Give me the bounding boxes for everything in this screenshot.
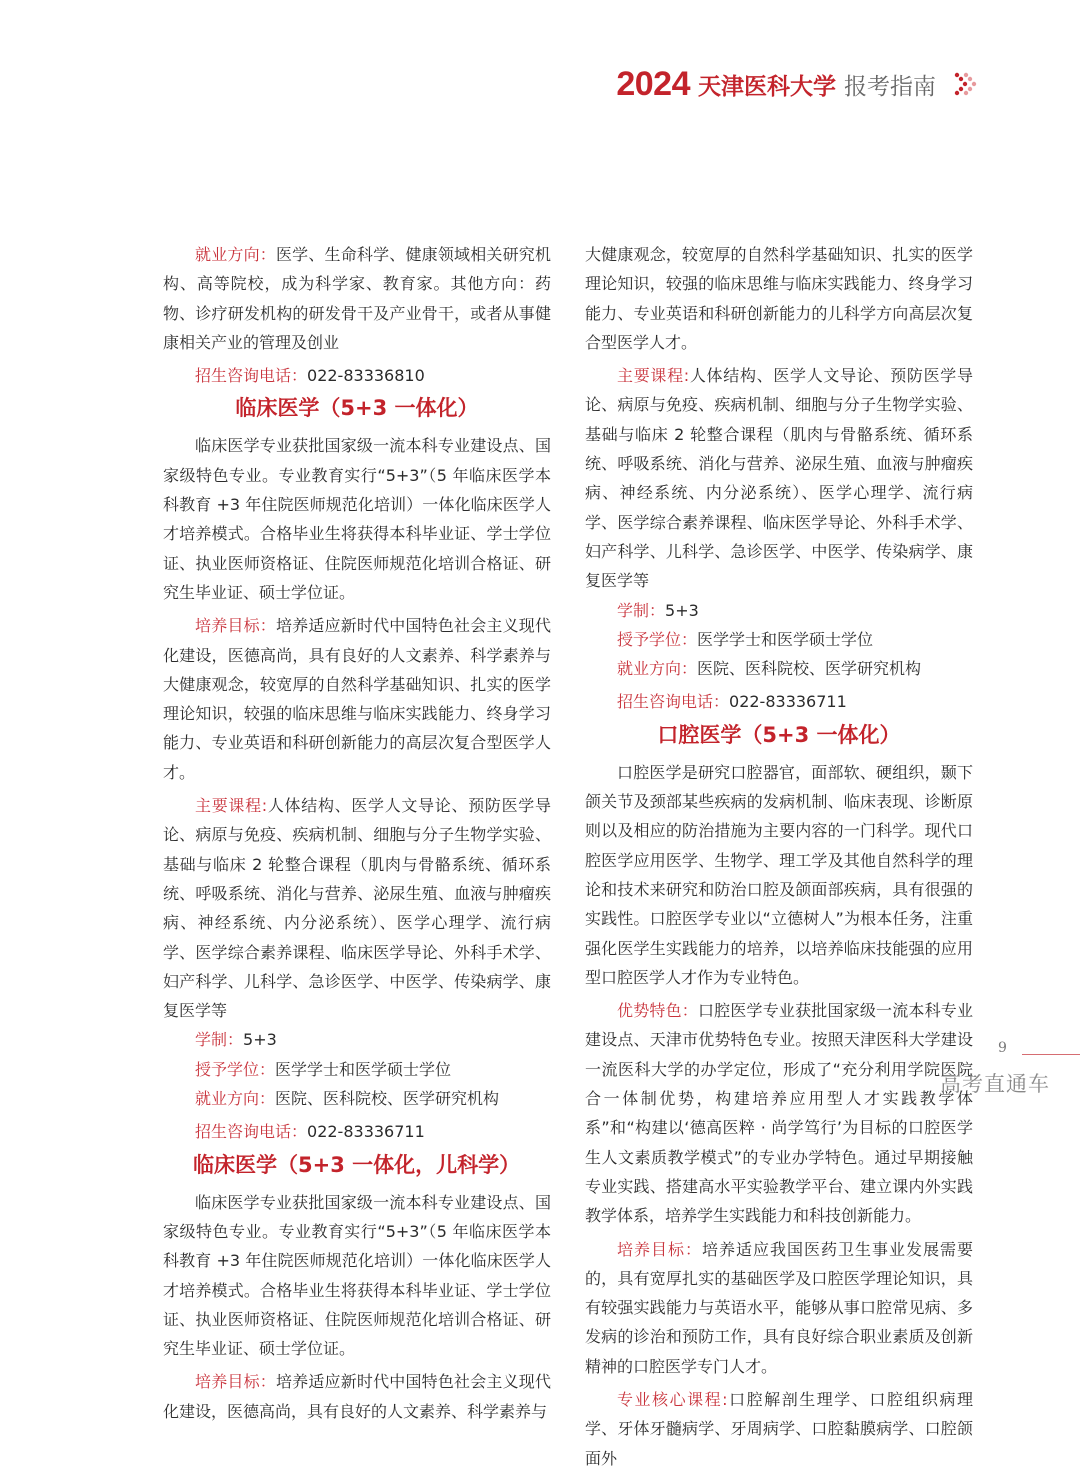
employment-value: 医院、医科院校、医学研究机构 (697, 659, 922, 679)
feature-text: 口腔医学专业获批国家级一流本科专业建设点、天津市优势特色专业。按照天津医科大学建设一流医科大学的办学定位，形成了“充分利用学院医院合一体制优势，构建培养应用型人才实践教学体系”和“构建以‘德高医粹 · 尚学笃行’为目标的口腔医学生人文素质教学模式”的专业办学特色。通过早期接触专业实践、搭建高水平实验教学平台、建立课内外实践教学体系，培养学生实践能力和科技创新能力。 (585, 1001, 973, 1226)
courses-label: 主要课程: (617, 366, 690, 386)
feature-label: 优势特色： (617, 1001, 698, 1021)
employment-label: 就业方向： (195, 245, 276, 264)
goal-paragraph (163, 611, 551, 787)
degree-value: 医学学士和医学硕士学位 (697, 629, 874, 649)
goal-text-continued: 大健康观念，较宽厚的自然科学基础知识、扎实的医学理论知识，较强的临床思维与临床实践能力、终身学习能力、专业英语和科研创新能力的儿科学方向高层次复合型医学人才。 (585, 245, 973, 352)
employment-label: 就业方向： (617, 659, 698, 679)
section-intro: 口腔医学是研究口腔器官，面部软、硬组织，颞下颌关节及颈部某些疾病的发病机制、临床表现、诊断原则以及相应的防治措施为主要内容的一门科学。现代口腔医学应用医学、生物学、理工学及其他自然科学的理论和技术来研究和防治口腔及颌面部疾病，具有很强的实践性。口腔医学专业以“立德树人”为根本任务，注重强化医学生实践能力的培养，以培养临床技能强的应用型口腔医学人才作为专业特色。 (585, 762, 973, 987)
header-guide: 报考指南 (844, 73, 936, 100)
courses-paragraph (585, 361, 973, 595)
duration-line (585, 596, 973, 625)
phone-line (163, 361, 551, 390)
courses-paragraph (163, 791, 551, 1025)
header-university: 天津医科大学 (698, 73, 836, 100)
core-courses-paragraph (585, 1385, 973, 1473)
goal-text: 培养适应新时代中国特色社会主义现代化建设，医德高尚，具有良好的人文素养、科学素养与大健康观念，较宽厚的自然科学基础知识、扎实的医学理论知识，较强的临床思维与临床实践能力、终身学习能力、专业英语和科研创新能力的高层次复合型医学人才。 (163, 616, 551, 782)
goal-label: 培养目标： (617, 1239, 702, 1259)
feature-paragraph (585, 996, 973, 1230)
section-title-clinical-pediatrics: 临床医学（5+3 一体化，儿科学） (193, 1152, 521, 1177)
goal-paragraph (163, 1367, 551, 1426)
employment-line (163, 1084, 551, 1113)
duration-label: 学制： (195, 1030, 244, 1050)
courses-label: 主要课程: (195, 796, 268, 816)
header-year: 2024 (616, 64, 690, 103)
phone-number: 022-83336711 (729, 692, 847, 712)
goal-text: 培养适应我国医药卫生事业发展需要的，具有宽厚扎实的基础医学及口腔医学理论知识，具有较强实践能力与英语水平，能够从事口腔常见病、多发病的诊治和预防工作，具有良好综合职业素质及创新精神的口腔医学专门人才。 (585, 1239, 973, 1376)
degree-value: 医学学士和医学硕士学位 (275, 1059, 452, 1079)
phone-label: 招生咨询电话： (195, 1122, 308, 1142)
footer-brand: 高考直通车 (940, 1072, 1050, 1096)
section-intro: 临床医学专业获批国家级一流本科专业建设点、国家级特色专业。专业教育实行“5+3”（5 年临床医学本科教育 +3 年住院医师规范化培训）一体化临床医学人才培养模式。合格毕业生将获得本科毕业证、学士学位证、执业医师资格证、住院医师规范化培训合格证、研究生毕业证、硕士学位证。 (163, 436, 551, 602)
double-chevron-right-icon (954, 71, 980, 97)
degree-line (585, 625, 973, 654)
section-intro: 临床医学专业获批国家级一流本科专业建设点、国家级特色专业。专业教育实行“5+3”（5 年临床医学本科教育 +3 年住院医师规范化培训）一体化临床医学人才培养模式。合格毕业生将获得本科毕业证、学士学位证、执业医师资格证、住院医师规范化培训合格证、研究生毕业证、硕士学位证。 (163, 1192, 551, 1359)
left-column (163, 240, 551, 1426)
section-title-clinical-5plus3: 临床医学（5+3 一体化） (235, 396, 479, 421)
employment-paragraph (163, 240, 551, 357)
goal-paragraph (585, 1235, 973, 1381)
duration-line (163, 1025, 551, 1054)
duration-value: 5+3 (665, 600, 699, 620)
employment-value: 医院、医科院校、医学研究机构 (275, 1089, 500, 1109)
footer-divider (1022, 1054, 1080, 1055)
degree-label: 授予学位： (617, 629, 698, 649)
duration-value: 5+3 (243, 1030, 277, 1050)
employment-label: 就业方向： (195, 1089, 276, 1109)
employment-line (585, 654, 973, 683)
core-courses-text: 口腔解剖生理学、口腔组织病理学、牙体牙髓病学、牙周病学、口腔黏膜病学、口腔颌面外 (585, 1389, 973, 1468)
section-title-stomatology: 口腔医学（5+3 一体化） (657, 722, 901, 747)
duration-label: 学制： (617, 600, 666, 620)
core-courses-label: 专业核心课程: (617, 1389, 728, 1409)
phone-number: 022-83336810 (307, 366, 425, 386)
courses-text: 人体结构、医学人文导论、预防医学导论、病原与免疫、疾病机制、细胞与分子生物学实验、基础与临床 2 轮整合课程（肌肉与骨骼系统、循环系统、呼吸系统、消化与营养、泌尿生殖、血液与肿瘤疾病、神经系统、内分泌系统）、医学心理学、流行病学、医学综合素养课程、临床医学导论、外科手术学、妇产科学、儿科学、急诊医学、中医学、传染病学、康复医学等 (585, 366, 973, 591)
right-column (585, 240, 973, 1473)
page-header (616, 62, 980, 106)
goal-label: 培养目标： (195, 616, 276, 636)
courses-text: 人体结构、医学人文导论、预防医学导论、病原与免疫、疾病机制、细胞与分子生物学实验、基础与临床 2 轮整合课程（肌肉与骨骼系统、循环系统、呼吸系统、消化与营养、泌尿生殖、血液与肿瘤疾病、神经系统、内分泌系统）、医学心理学、流行病学、医学综合素养课程、临床医学导论、外科手术学、妇产科学、儿科学、急诊医学、中医学、传染病学、康复医学等 (163, 796, 551, 1021)
goal-label: 培养目标： (195, 1372, 276, 1392)
page-number: 9 (998, 1040, 1007, 1056)
degree-line (163, 1055, 551, 1084)
phone-line (163, 1117, 551, 1146)
phone-label: 招生咨询电话： (617, 692, 730, 712)
phone-label: 招生咨询电话： (195, 366, 308, 386)
phone-number: 022-83336711 (307, 1122, 425, 1142)
phone-line (585, 687, 973, 716)
employment-text: 医学、生命科学、健康领域相关研究机构、高等院校，成为科学家、教育家。其他方向：药物、诊疗研发机构的研发骨干及产业骨干，或者从事健康相关产业的管理及创业 (163, 245, 551, 352)
degree-label: 授予学位： (195, 1059, 276, 1079)
goal-text: 培养适应新时代中国特色社会主义现代化建设，医德高尚，具有良好的人文素养、科学素养与 (163, 1372, 551, 1421)
